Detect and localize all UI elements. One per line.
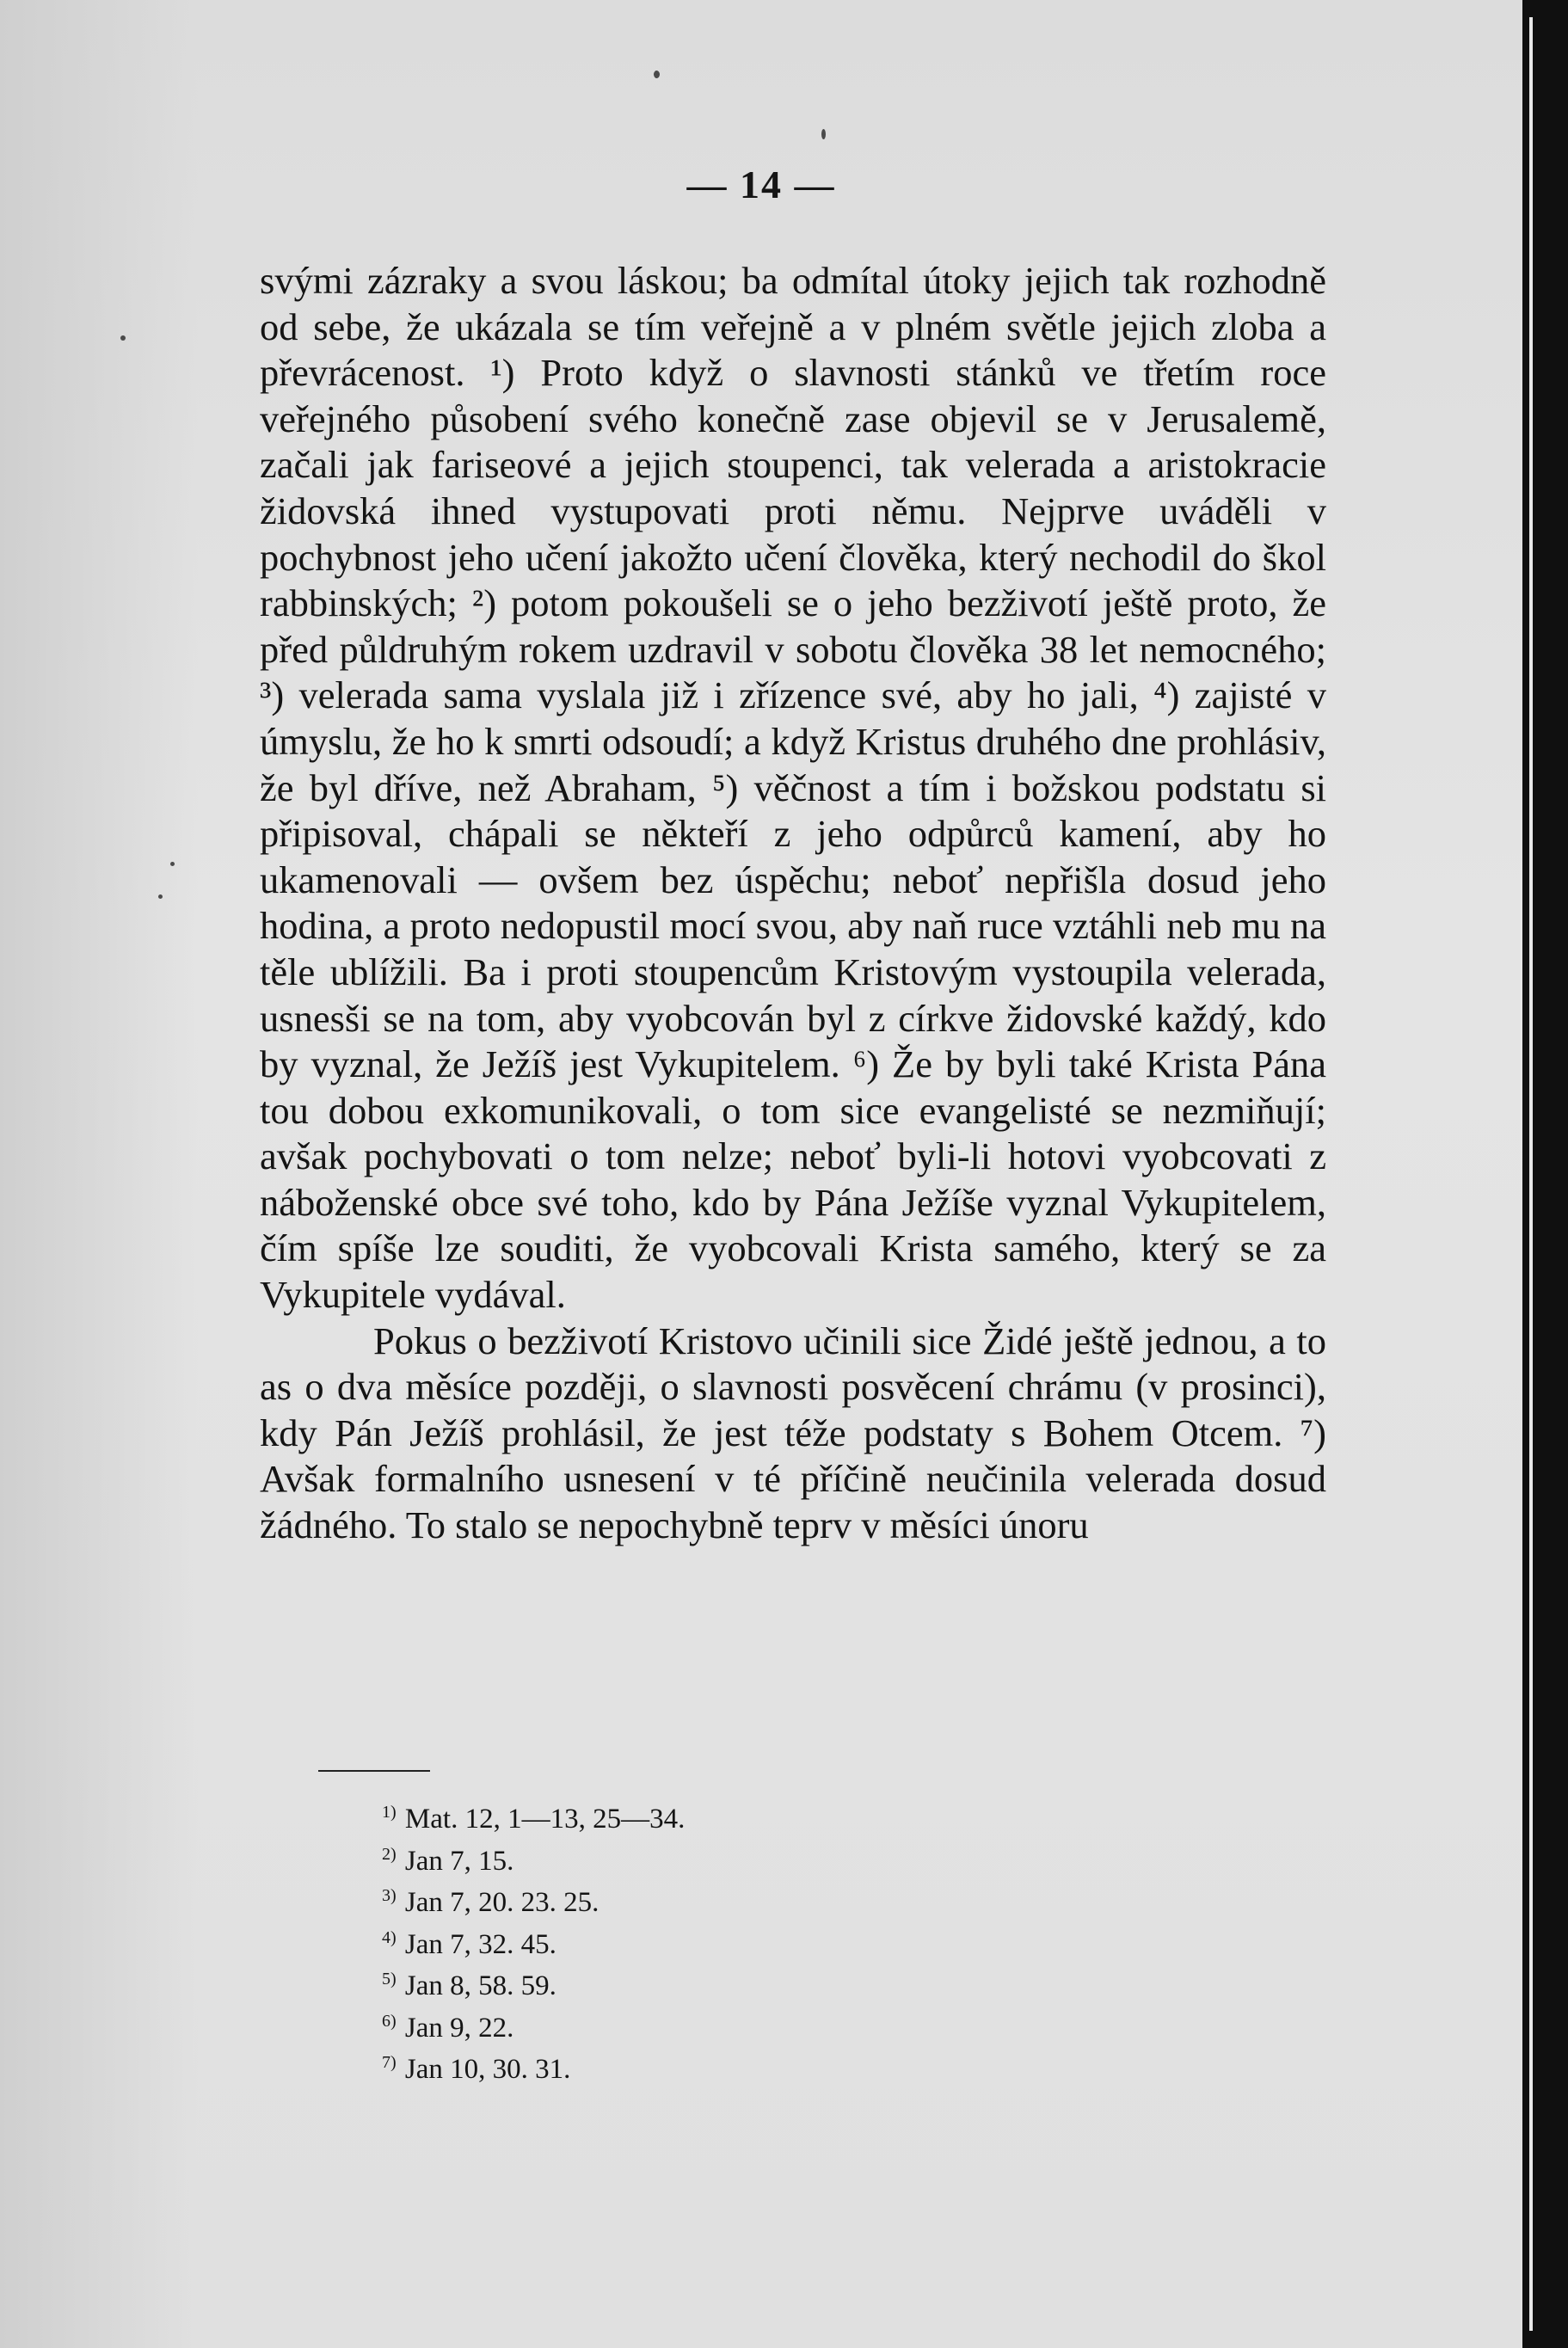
footnote-text: Jan 10, 30. 31. xyxy=(404,2054,571,2085)
footnotes xyxy=(382,1795,685,2087)
scan-border-line xyxy=(1529,17,1533,2331)
footnote xyxy=(382,1962,685,2004)
ink-speck xyxy=(158,894,163,899)
footnote-mark: 7) xyxy=(382,2053,397,2072)
footnote-text: Jan 7, 15. xyxy=(404,1845,514,1877)
page-edge-shading xyxy=(0,0,198,2348)
footnote xyxy=(382,2045,685,2087)
footnote-mark: 5) xyxy=(382,1970,397,1988)
body-text xyxy=(260,258,1326,1549)
footnote-text: Jan 7, 32. 45. xyxy=(404,1928,556,1960)
footnote-text: Mat. 12, 1—13, 25—34. xyxy=(404,1804,686,1835)
paragraph-2: Pokus o bezživotí Kristovo učinili sice Židé ještě jednou, a to as o dva měsíce později, o slavnosti posvěcení chrámu (v prosinci), kdy Pán Ježíš prohlásil, že jest téže podstaty s Bohem Otcem. ⁷) Avšak formalního usnesení v té příčině neučinila velerada dosud žádného. To stalo se nepochybně teprv v měsíci únoru xyxy=(260,1318,1326,1547)
footnote-mark: 1) xyxy=(382,1803,397,1822)
footnote-mark: 3) xyxy=(382,1886,397,1905)
footnote-separator xyxy=(318,1770,430,1772)
paragraph-1: svými zázraky a svou láskou; ba odmítal útoky jejich tak rozhodně od sebe, že ukázala se tím veřejně a v plném světle jejich zloba a převrácenost. ¹) Proto když o slavnosti stánků ve třetím roce veřejného působení svého konečně zase objevil se v Jerusalemě, začali jak fariseové a jejich stoupenci, tak velerada a aristokracie židovská ihned vystupovati proti němu. Nejprve uváděli v pochybnost jeho učení jakožto učení člověka, který nechodil do škol rabbinských; ²) potom pokoušeli se o jeho bezživotí ještě proto, že před půldruhým rokem uzdravil v sobotu člověka 38 let nemocného; ³) velerada sama vyslala již i zřízence své, aby ho jali, ⁴) zajisté v úmyslu, že ho k smrti odsoudí; a když Kristus druhého dne prohlásiv, že byl dříve, než Abraham, ⁵) věčnost a tím i božskou podstatu si připisoval, chápali se někteří z jeho odpůrců kamení, aby ho ukamenovali — ovšem bez úspěchu; neboť nepřišla dosud jeho hodina, a proto nedopustil mocí svou, aby naň ruce vztáhli neb mu na těle ublížili. Ba i proti stoupencům Kristovým vystoupila velerada, usnesši se na tom, aby vyobcován byl z církve židovské každý, kdo by vyznal, že Ježíš jest Vykupitelem. ⁶) Že by byli také Krista Pána tou dobou exkomunikovali, o tom sice evangelisté se nezmiňují; avšak pochybovati o tom nelze; neboť byli-li hotovi vyobcovati z náboženské obce své toho, kdo by Pána Ježíše vyznal Vykupitelem, čím spíše lze souditi, že vyobcovali Krista samého, který se za Vykupitele vydával. xyxy=(260,259,1326,1317)
footnote-text: Jan 9, 22. xyxy=(404,2012,514,2044)
footnote-mark: 2) xyxy=(382,1844,397,1864)
footnote-mark: 4) xyxy=(382,1927,397,1947)
ink-speck xyxy=(821,129,826,139)
footnote-text: Jan 8, 58. 59. xyxy=(404,1970,556,2001)
footnote xyxy=(382,1921,685,1963)
footnote xyxy=(382,1878,685,1921)
page-number: — 14 — xyxy=(686,163,836,206)
footnote xyxy=(382,1795,685,1837)
footnote xyxy=(382,1837,685,1879)
footnote xyxy=(382,2004,685,2046)
ink-speck xyxy=(170,862,175,866)
footnote-text: Jan 7, 20. 23. 25. xyxy=(404,1887,600,1918)
footnote-mark: 6) xyxy=(382,2011,397,2031)
ink-speck xyxy=(654,71,660,78)
ink-speck xyxy=(120,335,126,341)
